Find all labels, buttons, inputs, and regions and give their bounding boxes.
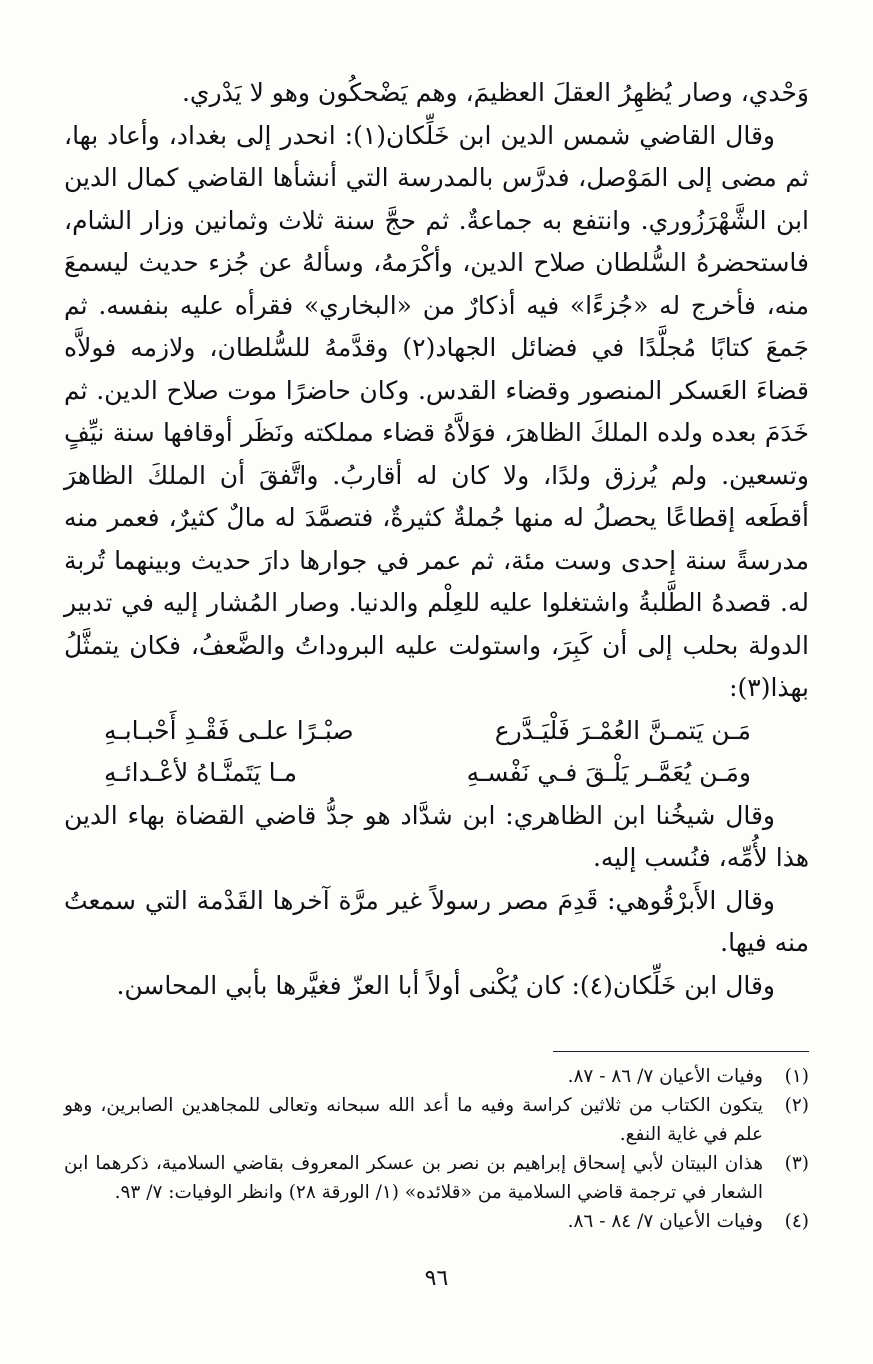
footnote-number: (١) (784, 1066, 809, 1087)
verse-1-second-hemistich: صبْـرًا علـى فَقْـدِ أَحْبـابـهِ (104, 715, 354, 745)
footnote-number: (٤) (784, 1211, 809, 1232)
paragraph-5: وقال ابن خَلِّكان(٤): كان يُكْنى أولاً أبا العزّ فغيَّرها بأبي المحاسن. (116, 970, 775, 1000)
paragraph-2: وقال القاضي شمس الدين ابن خَلِّكان(١): انحدر إلى بغداد، وأعاد بها، ثم مضى إلى المَوْصل، فدرَّس بالمدرسة التي أنشأها القاضي كمال الدين ابن الشَّهْرَزُوري. وانتفع به جماعةٌ. ثم حجَّ سنة ثلاث وثمانين وزار الشام، فاستحضرهُ السُّلطان صلاح الدين، وأكْرَمهُ، وسألهُ عن جُزء حديث ليسمعَ منه، فأخرج له «جُزءًا» فيه أذكارٌ من «البخاري» فقرأه عليه بنفسه. ثم جَمعَ كتابًا مُجلَّدًا في فضائل الجهاد(٢) وقدَّمهُ للسُّلطان، ولازمه فولاَّه قضاءَ العَسكر المنصور وقضاء القدس. وكان حاضرًا موت صلاح الدين. ثم خَدَمَ بعده ولده الملكَ الظاهرَ، فوَلاَّهُ قضاء مملكته ونَظَر أوقافها سنة نيِّفٍ وتسعين. ولم يُرزق ولدًا، ولا كان له أقاربُ. واتَّفقَ أن الملكَ الظاهرَ أقطَعه إقطاعًا يحصلُ له منها جُملةٌ كثيرةٌ، فتصمَّدَ له مالٌ كثيرٌ، فعمر منه مدرسةً سنة إحدى وست مئة، ثم عمر في جوارها دارَ حديث وبينهما تُربة له. قصدهُ الطَّلبةُ واشتغلوا عليه للعِلْم والدنيا. وصار المُشار إليه في تدبير الدولة بحلب إلى أن كَبِرَ، واستولت عليه البروداتُ والضَّعفُ، فكان يتمثَّلُ بهذا(٣): (64, 120, 809, 702)
paragraph-1: وَحْدي، وصار يُظهِرُ العقلَ العظيمَ، وهم يَضْحكُون وهو لا يَدْري. (181, 78, 809, 107)
footnotes (64, 1062, 809, 1236)
footnote-number: (٢) (784, 1095, 809, 1116)
footnote-text: يتكون الكتاب من ثلاثين كراسة وفيه ما أعد الله سبحانه وتعالى للمجاهدين الصابرين، وهو علم في غاية النفع. (64, 1095, 763, 1145)
page-number: ٩٦ (424, 1266, 449, 1291)
footnote-text: وفيات الأعيان ٧/ ٨٦ - ٨٧. (567, 1066, 763, 1087)
verse-1-first-hemistich: مَـن يَتمـنَّ العُمْـرَ فَلْيَـدَّرع (494, 715, 751, 745)
verse-2-second-hemistich: مـا يَتَمنَّـاهُ لأعْـدائـهِ (104, 758, 298, 787)
verse-2-first-hemistich: ومَـن يُعَمَّـر يَلْـقَ فـي نَفْسـهِ (466, 758, 751, 787)
verse-line-1 (64, 710, 809, 753)
footnote-divider (553, 1051, 809, 1052)
footnote-text: هذان البيتان لأبي إسحاق إبراهيم بن نصر بن عسكر المعروف بقاضي السلامية، ذكرهما ابن الشعار في ترجمة قاضي السلامية من «قلائده» (١/ الورقة ٢٨) وانظر الوفيات: ٧/ ٩٣. (64, 1153, 763, 1203)
footnote-text: وفيات الأعيان ٧/ ٨٤ - ٨٦. (567, 1211, 763, 1232)
paragraph-3: وقال شيخُنا ابن الظاهري: ابن شدَّاد هو جدُّ قاضي القضاة بهاء الدين هذا لأُمِّه، فنُسب إليه. (64, 800, 809, 872)
footnote-number: (٣) (784, 1153, 809, 1174)
paragraph-4: وقال الأَبرْقُوهي: قَدِمَ مصر رسولاً غير مرَّة آخرها القَدْمة التي سمعتُ منه فيها. (64, 885, 809, 957)
verse-line-2 (64, 752, 809, 795)
footnote-2 (64, 1091, 809, 1149)
footnote-4 (64, 1207, 809, 1236)
footnote-3 (64, 1149, 809, 1207)
footnote-1 (64, 1062, 809, 1091)
poem (64, 710, 809, 795)
main-text (64, 72, 809, 1007)
